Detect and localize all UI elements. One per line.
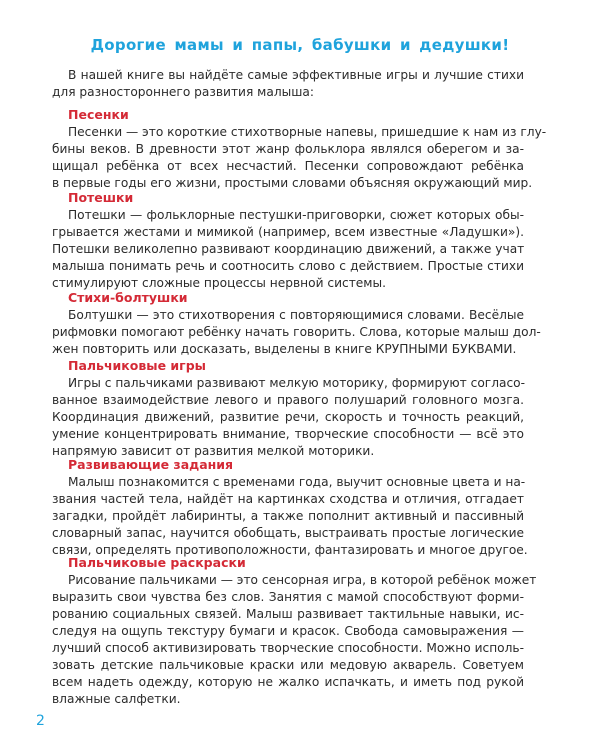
text-line: щищал ребёнка от всех несчастий. Песенки сопровождают ребёнка <box>52 159 524 173</box>
text-line: связи, определять противоположности, фантазировать и многое другое. <box>52 543 528 557</box>
text-line: Песенки — это короткие стихотворные напевы, пришедшие к нам из глу- <box>68 125 547 139</box>
text-line: рифмовки помогают ребёнку начать говорить. Слова, которые малыш дол- <box>52 325 541 339</box>
section-heading: Стихи-болтушки <box>68 290 188 305</box>
text-line: лучший способ активизировать творческие способности. Можно исполь- <box>52 641 524 655</box>
section-heading: Пальчиковые раскраски <box>68 555 246 570</box>
text-line: бины веков. В древности этот жанр фольклора являлся оберегом и за- <box>52 142 524 156</box>
text-line: зовать детские пальчиковые краски или медовую акварель. Советуем <box>52 658 524 672</box>
section-heading: Песенки <box>68 107 129 122</box>
section-2 <box>52 189 524 292</box>
text-line: Потешки великолепно развивают координацию движений, а также учат <box>52 242 525 256</box>
text-line: напрямую зависит от развития мелкой моторики. <box>52 444 375 458</box>
text-line: Координация движений, развитие речи, скорость и точность реакций, <box>52 410 524 424</box>
text-line: Игры с пальчиками развивают мелкую моторику, формируют согласо- <box>68 376 526 390</box>
text-line: умение концентрировать внимание, творческие способности — всё это <box>52 427 524 441</box>
text-line: для разностороннего развития малыша: <box>52 85 314 99</box>
text-line: ванное взаимодействие левого и правого полушарий головного мозга. <box>52 393 524 407</box>
text-line: выразить свои чувства без слов. Занятия с мамой способствуют форми- <box>52 590 524 604</box>
text-line: следуя на ощупь текстуру бумаги и красок. Свобода самовыражения — <box>52 624 524 638</box>
section-heading: Потешки <box>68 190 134 205</box>
section-heading: Пальчиковые игры <box>68 358 206 373</box>
text-line: в первые годы его жизни, простыми словами объясняя окружающий мир. <box>52 176 533 190</box>
text-line: В нашей книге вы найдёте самые эффективные игры и лучшие стихи <box>68 68 524 82</box>
page-number: 2 <box>36 713 45 729</box>
text-line: словарный запас, научится обобщать, выстраивать простые логические <box>52 526 524 540</box>
section-1 <box>52 106 547 192</box>
section-3 <box>52 289 541 358</box>
section-6 <box>52 554 537 708</box>
section-4 <box>52 357 524 460</box>
text-line: звания частей тела, найдёт на картинках сходства и отличия, отгадает <box>52 492 524 506</box>
text-line: Рисование пальчиками — это сенсорная игра, в которой ребёнок может <box>68 573 537 587</box>
text-line: грывается жестами и мимикой (например, всем известные «Ладушки»). <box>52 225 524 239</box>
intro-paragraph <box>52 67 524 101</box>
page-title: Дорогие мамы и папы, бабушки и дедушки! <box>90 36 510 54</box>
text-line: малыша понимать речь и соотносить слово с действием. Простые стихи <box>52 259 524 273</box>
text-line: рованию социальных связей. Малыш развивает тактильные навыки, ис- <box>52 607 524 621</box>
text-line: Потешки — фольклорные пестушки-приговорки, сюжет которых обы- <box>68 208 524 222</box>
text-line: стимулируют сложные процессы нервной системы. <box>52 276 386 290</box>
section-5 <box>52 456 528 559</box>
text-line: Малыш познакомится с временами года, выучит основные цвета и на- <box>68 475 526 489</box>
section-heading: Развивающие задания <box>68 457 234 472</box>
text-line: загадки, пройдёт лабиринты, а также пополнит активный и пассивный <box>52 509 524 523</box>
text-line: влажные салфетки. <box>52 692 181 706</box>
text-line: всем надеть одежду, которую не жалко испачкать, и иметь под рукой <box>52 675 524 689</box>
text-line: Болтушки — это стихотворения с повторяющимися словами. Весёлые <box>68 308 524 322</box>
text-line: жен повторить или досказать, выделены в книге КРУПНЫМИ БУКВАМИ. <box>52 342 517 356</box>
